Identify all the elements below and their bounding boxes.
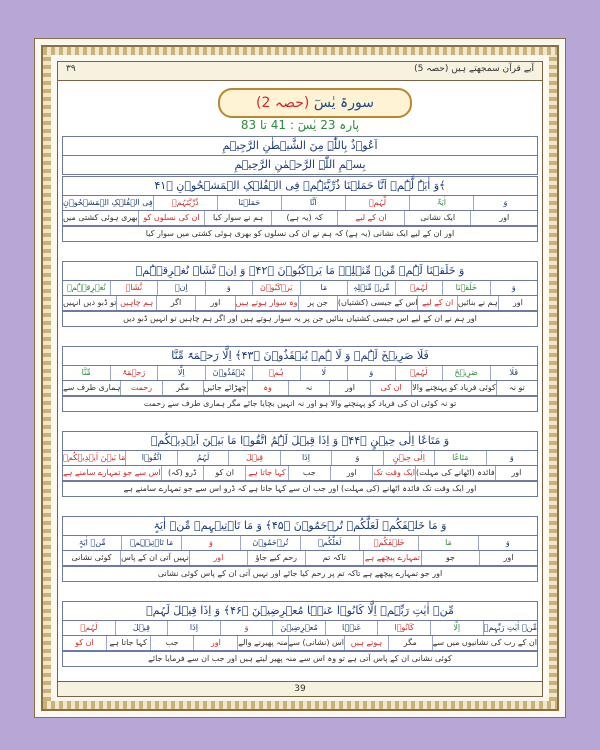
urdu-meaning: وہ سوار ہوتے ہیں: [235, 296, 298, 310]
urdu-meaning: ان کے لیے: [337, 211, 404, 225]
book-page: [34, 38, 566, 718]
word-row-urdu: [63, 636, 537, 651]
arabic-word: اتَّقُوۡا: [125, 451, 176, 465]
arabic-word: اِلَّا: [430, 621, 483, 635]
urdu-meaning: جو: [421, 551, 479, 565]
urdu-meaning: نہیں آتی ان کے پاس: [120, 551, 189, 565]
surah-name: سورۃ یٰسٓ: [313, 95, 374, 111]
urdu-meaning: ایک نشانی: [404, 211, 471, 225]
arabic-word: خَلۡفَکُمۡ: [359, 536, 418, 550]
word-row-urdu: [63, 296, 537, 311]
word-row-arabic: [63, 366, 537, 381]
urdu-meaning: کوئی فریاد کو پہنچنے والا: [411, 381, 496, 395]
arabic-word: یُنۡقَذُوۡنَ: [205, 366, 253, 380]
urdu-translation: اور ہم نے ان کے لیے اس جیسی کشتیاں بنائیں جن پر یہ سوار ہوتے ہیں اور اگر ہم چاہیں تو انہیں ڈبو دیں: [63, 311, 537, 326]
urdu-meaning: رحم کیے جاؤ: [247, 551, 305, 565]
urdu-meaning: اگر: [156, 296, 195, 310]
urdu-meaning: اور: [495, 466, 537, 480]
arabic-word: نَّشَاۡ: [110, 281, 158, 295]
urdu-translation: اور ان کے لیے ایک نشانی (یہ ہے) کہ ہم نے ان کی نسلوں کو بھری ہوئی کشتی میں سوار کیا: [63, 226, 537, 241]
urdu-meaning: اور: [498, 296, 537, 310]
arabic-word: لَعَلَّکُمۡ: [300, 536, 359, 550]
word-row-arabic: [63, 451, 537, 466]
arabic-word: مَا: [300, 281, 348, 295]
urdu-meaning: اس سے جو تمہارے سامنے ہے: [63, 468, 161, 477]
arabic-word: اِذَا: [167, 621, 220, 635]
arabic-word: مِّنۡ اٰیَۃٍ: [78, 538, 106, 547]
word-row-arabic: [63, 281, 537, 296]
page-number-top: ٣٩: [66, 64, 76, 74]
arabic-word: اِلَّا: [157, 366, 205, 380]
verse-text: وَ خَلَقۡنَا لَہُمۡ مِّنۡ مِّثۡلِہٖ مَا یَرۡکَبُوۡنَ ﴿۴۲﴾ وَ اِنۡ نَّشَاۡ نُغۡرِقۡہُمۡ: [63, 262, 537, 281]
urdu-meaning: فائدہ (اٹھانے کی مہلت): [415, 466, 495, 480]
urdu-meaning: تو نہ: [496, 381, 537, 395]
arabic-word: حَمَلۡنَا: [217, 196, 281, 210]
arabic-word: وَ: [331, 451, 382, 465]
arabic-word: لَہُمۡ: [395, 366, 443, 380]
arabic-word: وَ: [181, 536, 240, 550]
surah-title: [218, 88, 412, 118]
arabic-word: مُعۡرِضِیۡنَ: [272, 621, 325, 635]
urdu-meaning: اور: [330, 466, 372, 480]
arabic-word: مِّنۡ اٰیٰتِ رَبِّہِمۡ: [483, 621, 537, 635]
urdu-meaning: نہ: [288, 381, 329, 395]
urdu-meaning: ان کے لیے: [417, 296, 456, 310]
urdu-meaning: ہم چاہیں: [116, 296, 155, 310]
arabic-word: وَ: [205, 281, 253, 295]
arabic-word: عَنۡہَا: [325, 621, 378, 635]
arabic-word: اِلٰی حِیۡنٍ: [383, 451, 434, 465]
verse-block: [62, 346, 538, 412]
urdu-meaning: تو ڈبو دیں انہیں: [63, 298, 117, 307]
urdu-meaning: اور: [195, 296, 234, 310]
arabic-word: لَہُمُ: [177, 451, 228, 465]
arabic-word: قِیۡلَ: [115, 621, 168, 635]
arabic-word: وَ: [478, 536, 537, 550]
verse-block: [62, 431, 538, 497]
urdu-meaning: ان کی: [370, 381, 411, 395]
urdu-meaning: تمہارے پیچھے ہے: [363, 551, 421, 565]
urdu-translation: اور ایک وقت تک فائدہ اٹھانے (کی مہلت) اور جب ان سے کہا جاتا ہے کہ ڈرو اس سے جو تمہارے سامنے ہے: [63, 481, 537, 496]
urdu-translation: تو نہ کوئی ان کی فریاد کو پہنچنے والا ہو اور نہ انہیں بچایا جائے مگر ہماری طرف سے رحمت: [63, 396, 537, 411]
arabic-word: لَہُمۡ: [395, 281, 443, 295]
urdu-meaning: بھری ہوئی کشتی میں: [62, 213, 138, 222]
word-row-urdu: [63, 551, 537, 566]
word-row-arabic: [63, 621, 537, 636]
arabic-word: اٰیَۃٌ: [409, 196, 473, 210]
urdu-meaning: منہ پھیرنے والے: [237, 636, 287, 650]
verse-block: [62, 261, 538, 327]
urdu-meaning: اور: [329, 381, 370, 395]
arabic-word: لَا: [300, 366, 348, 380]
arabic-word: فِی الۡفُلۡکِ الۡمَشۡحُوۡنِ: [63, 198, 153, 207]
arabic-word: ذُرِّیَّتَہُمۡ: [153, 196, 217, 210]
arabic-word: مَا: [418, 536, 477, 550]
urdu-meaning: (یہ ہے) کہ: [271, 211, 338, 225]
opening-block: [62, 136, 538, 175]
arabic-word: ہُمۡ: [252, 366, 300, 380]
arabic-word: قِیۡلَ: [228, 451, 279, 465]
urdu-meaning: ہوتے ہیں: [344, 636, 388, 650]
arabic-word: صَرِیۡخَ: [442, 366, 490, 380]
arabic-word: اَنَّا: [281, 196, 345, 210]
word-row-arabic: [63, 536, 537, 551]
arabic-word: مِّنَّا: [81, 368, 91, 377]
arabic-word: وَ: [486, 451, 537, 465]
running-header: [58, 62, 542, 81]
urdu-meaning: اور: [470, 211, 537, 225]
urdu-meaning: اس (نشانی) سے: [288, 636, 344, 650]
verse-text: وَ مَتَاعًا اِلٰی حِیۡنٍ ﴿۴۴﴾ وَ اِذَا قِیۡلَ لَہُمُ اتَّقُوۡا مَا بَیۡنَ اَیۡدِیۡکُمۡ: [63, 432, 537, 451]
word-row-arabic: [63, 196, 537, 211]
page-number: 39: [294, 684, 306, 694]
urdu-meaning: اور: [479, 551, 537, 565]
urdu-meaning: جن پر: [298, 296, 337, 310]
arabic-word: مَتَاعًا: [434, 451, 485, 465]
urdu-meaning: ہم نے سوار کیا: [204, 211, 271, 225]
arabic-word: لَہُمۡ: [80, 623, 98, 632]
ta-awwudh: اَعُوۡذُ بِاللّٰہِ مِنَ الشَّیۡطٰنِ الرَّجِیۡمِ: [63, 137, 537, 156]
arabic-word: رَحۡمَۃً: [110, 366, 158, 380]
urdu-meaning: (کہ) ڈرو: [161, 466, 203, 480]
arabic-word: فَلَا: [490, 366, 538, 380]
arabic-word: وَ: [490, 281, 538, 295]
urdu-meaning: مگر: [388, 636, 432, 650]
arabic-word: اِذَا: [280, 451, 331, 465]
urdu-meaning: رحمت: [120, 381, 161, 395]
urdu-meaning: اور: [193, 636, 237, 650]
arabic-word: مَا تَاۡتِیۡہِمۡ: [121, 536, 180, 550]
word-row-urdu: [63, 381, 537, 396]
urdu-meaning: کوئی نشانی: [71, 553, 112, 562]
urdu-translation: کوئی نشانی ان کے پاس آتی ہے تو وہ اس سے منہ پھیر لیتے ہیں اور جب ان سے فرمایا جائے: [63, 651, 537, 666]
arabic-word: خَلَقۡنَا: [442, 281, 490, 295]
part-label: (حصہ 2): [256, 95, 310, 111]
urdu-meaning: وہ: [247, 381, 288, 395]
verse-text: فَلَا صَرِیۡخَ لَہُمۡ وَ لَا ہُمۡ یُنۡقَذُوۡنَ ﴿۴۳﴾ اِلَّا رَحۡمَۃً مِّنَّا: [63, 347, 537, 366]
urdu-meaning: ہم نے بنائیں: [457, 296, 498, 310]
para-range: پارہ 23 یٰسٓ : 41 تا 83: [240, 118, 360, 132]
urdu-meaning: ان کے رب کی نشانیوں میں سے: [432, 636, 537, 650]
verse-block: [62, 516, 538, 582]
arabic-word: وَ: [473, 196, 537, 210]
arabic-word: اِنۡ: [157, 281, 205, 295]
arabic-word: مَا بَیۡنَ اَیۡدِیۡکُمۡ: [63, 453, 126, 462]
urdu-meaning: چھڑائے جائیں: [203, 381, 247, 395]
verse-text: وَ اٰیَۃٌ لَّہُمۡ اَنَّا حَمَلۡنَا ذُرِّیَّتَہُمۡ فِی الۡفُلۡکِ الۡمَشۡحُوۡنِ ﴿۴۱﴾: [63, 177, 537, 196]
arabic-word: کَانُوۡا: [377, 621, 430, 635]
urdu-meaning: اس کے جیسی (کشتیاں): [337, 296, 418, 310]
verse-text: مِّنۡ اٰیٰتِ رَبِّہِمۡ اِلَّا کَانُوۡا عَنۡہَا مُعۡرِضِیۡنَ ﴿۴۶﴾ وَ اِذَا قِیۡلَ لَہُمۡ: [63, 602, 537, 621]
page-footer: [58, 681, 542, 696]
word-row-urdu: [63, 466, 537, 481]
verse-block: [62, 176, 538, 242]
urdu-meaning: جب: [288, 466, 330, 480]
urdu-meaning: کہا جاتا ہے: [245, 466, 287, 480]
urdu-meaning: جب: [150, 636, 194, 650]
basmala: بِسۡمِ اللّٰہِ الرَّحۡمٰنِ الرَّحِیۡمِ: [234, 158, 366, 171]
arabic-word: یَرۡکَبُوۡنَ: [252, 281, 300, 295]
arabic-word: نُغۡرِقۡہُمۡ: [66, 283, 106, 292]
urdu-meaning: ان کو: [203, 466, 245, 480]
arabic-word: وَ: [220, 621, 273, 635]
urdu-meaning: کہا جاتا ہے: [106, 636, 150, 650]
arabic-word: مِّنۡ مِّثۡلِہٖ: [347, 281, 395, 295]
verse-text: وَ مَا خَلۡفَکُمۡ لَعَلَّکُمۡ تُرۡحَمُوۡنَ ﴿۴۵﴾ وَ مَا تَاۡتِیۡہِمۡ مِّنۡ اٰیَۃٍ: [63, 517, 537, 536]
urdu-meaning: مگر: [162, 381, 203, 395]
urdu-meaning: ان کو: [75, 638, 94, 647]
urdu-meaning: ہماری طرف سے: [62, 383, 121, 392]
arabic-word: تُرۡحَمُوۡنَ: [240, 536, 299, 550]
arabic-word: لَّہُمۡ: [345, 196, 409, 210]
urdu-meaning: اور: [189, 551, 247, 565]
verse-block: [62, 601, 538, 667]
word-row-urdu: [63, 211, 537, 226]
urdu-translation: اور جو تمہارے پیچھے ہے تاکہ تم پر رحم کیا جائے اور نہیں آتی ان کے پاس کوئی نشانی: [63, 566, 537, 581]
series-title: آیے قرآن سمجھتے ہیں (حصہ 5): [414, 64, 534, 74]
arabic-word: وَ: [347, 366, 395, 380]
urdu-meaning: ان کی نسلوں کو: [138, 211, 205, 225]
urdu-meaning: ایک وقت تک: [372, 466, 415, 480]
page-content: [57, 61, 543, 697]
urdu-meaning: تاکہ تم: [305, 551, 363, 565]
